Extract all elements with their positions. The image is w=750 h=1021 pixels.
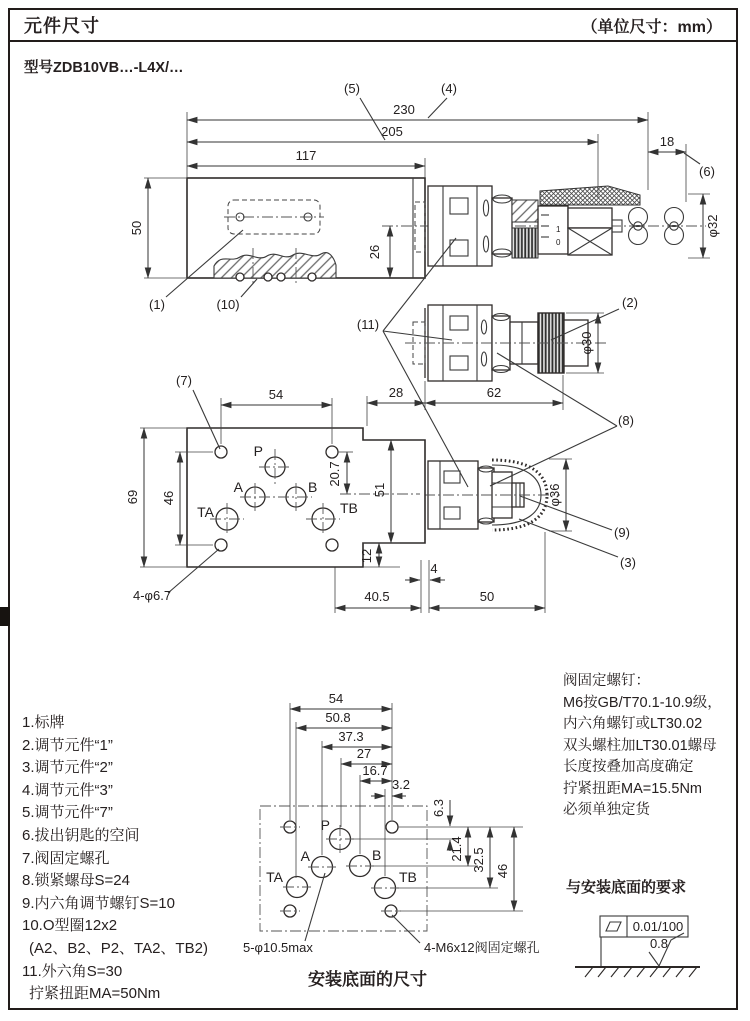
port-label-p: P [253,443,263,459]
dim-18: 18 [659,134,675,149]
dim-dia30: φ30 [579,331,594,355]
adjustment-element-knob [367,305,606,426]
fixing-screw-note-line: 双头螺柱加LT30.01螺母 [563,737,717,754]
port-label-b: B [308,479,318,495]
callout-4: (4) [441,81,457,96]
callout-7: (7) [176,373,192,388]
mdim-54: 54 [328,691,344,706]
mdim-6-3: 6.3 [431,798,446,818]
unit-note: （单位尺寸：mm） [581,18,722,36]
callout-10: (10) [216,297,240,312]
port-holes-note: 5-φ10.5max [243,940,313,955]
mdim-3-2: 3.2 [391,777,411,792]
mounting-surface-drawing [243,691,540,955]
dim-117: 117 [295,148,317,163]
dim-51: 51 [372,482,387,498]
mounting-drawing-caption: 安装底面的尺寸 [308,970,427,989]
mount-port-b: B [372,847,382,863]
callout-11: (11) [356,317,380,332]
parts-list [22,712,257,1006]
port-label-ta: TA [197,504,214,520]
page-title: 元件尺寸 [24,16,100,36]
fixing-screw-note-line: 拧紧扭距MA=15.5Nm [563,780,702,797]
parts-list-item: 7.阀固定螺孔 [22,849,110,867]
fixing-screw-note [563,671,743,822]
callout-2: (2) [622,295,638,310]
dim-28: 28 [388,385,404,400]
surface-requirement-title: 与安装底面的要求 [566,879,687,896]
mdim-21-4: 21.4 [449,836,464,862]
mount-port-p: P [320,817,330,833]
dim-4xdia6-7: 4-φ6.7 [133,588,172,603]
callout-9: (9) [614,525,630,540]
fixing-holes-note: 4-M6x12阀固定螺孔 [424,940,540,955]
mdim-50-8: 50.8 [325,710,351,725]
dim-69: 69 [125,489,140,505]
port-label-a: A [233,479,243,495]
callout-3: (3) [620,555,636,570]
fixing-screw-note-line: 阀固定螺钉： [563,673,650,689]
parts-list-item: 3.调节元件“2” [22,759,113,777]
parts-list-item: 9.内六角调节螺钉S=10 [22,894,175,912]
fixing-screw-note-line: 长度按叠加高度确定 [563,759,694,775]
parts-list-item: 4.调节元件“3” [22,781,113,799]
callout-6: (6) [699,164,715,179]
mount-port-a: A [300,848,310,864]
parts-list-item: 拧紧扭距MA=50Nm [29,985,161,1003]
mount-port-ta: TA [266,869,283,885]
dim-230: 230 [393,102,415,117]
mdim-46: 46 [495,863,510,879]
parts-list-item: 8.锁紧螺母S=24 [22,872,130,890]
dim-46: 46 [161,490,176,506]
mount-port-tb: TB [399,869,417,885]
dim-dia32: φ32 [705,214,720,238]
fixing-screw-note-line: 内六角螺钉或LT30.02 [563,716,703,732]
callout-1: (1) [149,297,165,312]
dim-12: 12 [359,548,374,564]
parts-list-item: 10.O型圈12x2 [22,917,118,935]
dim-40-5: 40.5 [364,589,390,604]
port-face-view [125,387,425,603]
fixing-screw-note-line: M6按GB/T70.1-10.9级， [563,694,722,711]
roughness-value: 0.8 [649,936,669,951]
dim-dia36: φ36 [547,483,562,507]
parts-list-item: (A2、B2、P2、TA2、TB2) [29,939,208,957]
surface-requirement-symbol [575,916,700,977]
mdim-32-5: 32.5 [471,847,486,873]
ground-hatching [585,967,697,977]
drum-digit-1: 1 [556,225,561,234]
callout-5: (5) [344,81,360,96]
parts-list-item: 2.调节元件“1” [22,736,113,754]
parts-list-item: 6.拔出钥匙的空间 [22,826,140,844]
port-label-tb: TB [340,500,358,516]
dim-205: 205 [381,124,403,139]
dim-50b: 50 [479,589,495,604]
drum-digit-0: 0 [556,238,561,247]
parts-list-item: 1.标牌 [22,714,65,731]
dim-20-7: 20.7 [327,461,342,487]
callout-8: (8) [618,413,634,428]
dim-26: 26 [367,244,382,260]
mdim-16-7: 16.7 [362,763,388,778]
dim-62: 62 [486,385,502,400]
model-number: 型号ZDB10VB…-L4X/… [24,60,184,76]
fixing-screw-note-line: 必须单独定货 [563,802,650,818]
mdim-37-3: 37.3 [338,729,364,744]
dim-54: 54 [268,387,284,402]
parts-list-item: 5.调节元件“7” [22,804,113,822]
mdim-27: 27 [356,746,372,761]
dim-4: 4 [430,561,438,576]
flatness-value: 0.01/100 [632,919,684,934]
parts-list-item: 11.外六角S=30 [22,962,123,980]
dim-50: 50 [129,220,144,236]
